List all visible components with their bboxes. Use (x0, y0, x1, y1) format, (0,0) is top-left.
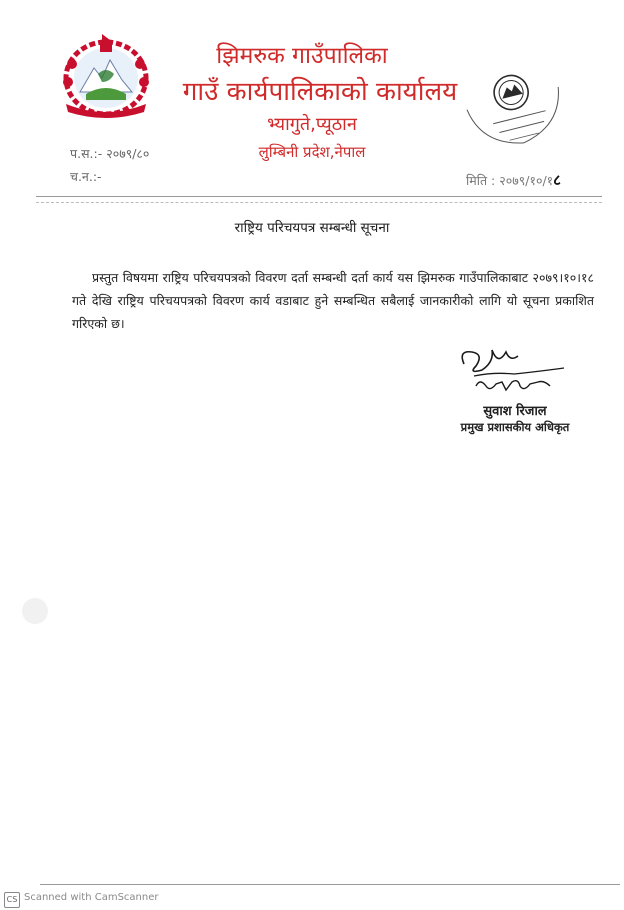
header-divider (36, 196, 602, 197)
scan-smudge (22, 598, 48, 624)
province-country: लुम्बिनी प्रदेश,नेपाल (258, 143, 366, 161)
date (466, 170, 561, 190)
signer-title: प्रमुख प्रशासकीय अधिकृत (460, 420, 570, 434)
signer-name: सुवाश रिजाल (483, 404, 547, 419)
office-stamp-icon (460, 58, 570, 158)
header-divider-dashed (36, 202, 602, 203)
office-name: गाउँ कार्यपालिकाको कार्यालय (182, 77, 458, 107)
scan-bottom-edge (40, 884, 620, 885)
chalani-number: च.न.:- (70, 169, 102, 184)
signature-icon (454, 342, 574, 402)
office-location: भ्यागुते,प्यूठान (267, 114, 357, 135)
municipality-name: झिमरुक गाउँपालिका (216, 43, 388, 69)
notice-subject: राष्ट्रिय परिचयपत्र सम्बन्धी सूचना (234, 220, 390, 236)
date-prefix: मिति : २०७९/१०/१ (466, 173, 554, 188)
notice-body-paragraph: प्रस्तुत विषयमा राष्ट्रिय परिचयपत्रको विवरण दर्ता सम्बन्धी दर्ता कार्य यस झिमरुक गाउँपालिकाबाट २०७९।१०।१८ गते देखि राष्ट्रिय परिचयपत्रको विवरण कार्य वडाबाट हुने सम्बन्धित सबैलाई जानकारीको लागि यो सूचना प्रकाशित गरिएको छ। (72, 270, 594, 331)
notice-body (72, 266, 594, 335)
patra-sankhya: प.स.:- २०७९/८० (70, 146, 150, 161)
camscanner-watermark: Scanned with CamScanner (24, 892, 159, 903)
date-last-digit: ८ (553, 171, 561, 189)
camscanner-logo-icon: CS (4, 892, 20, 908)
